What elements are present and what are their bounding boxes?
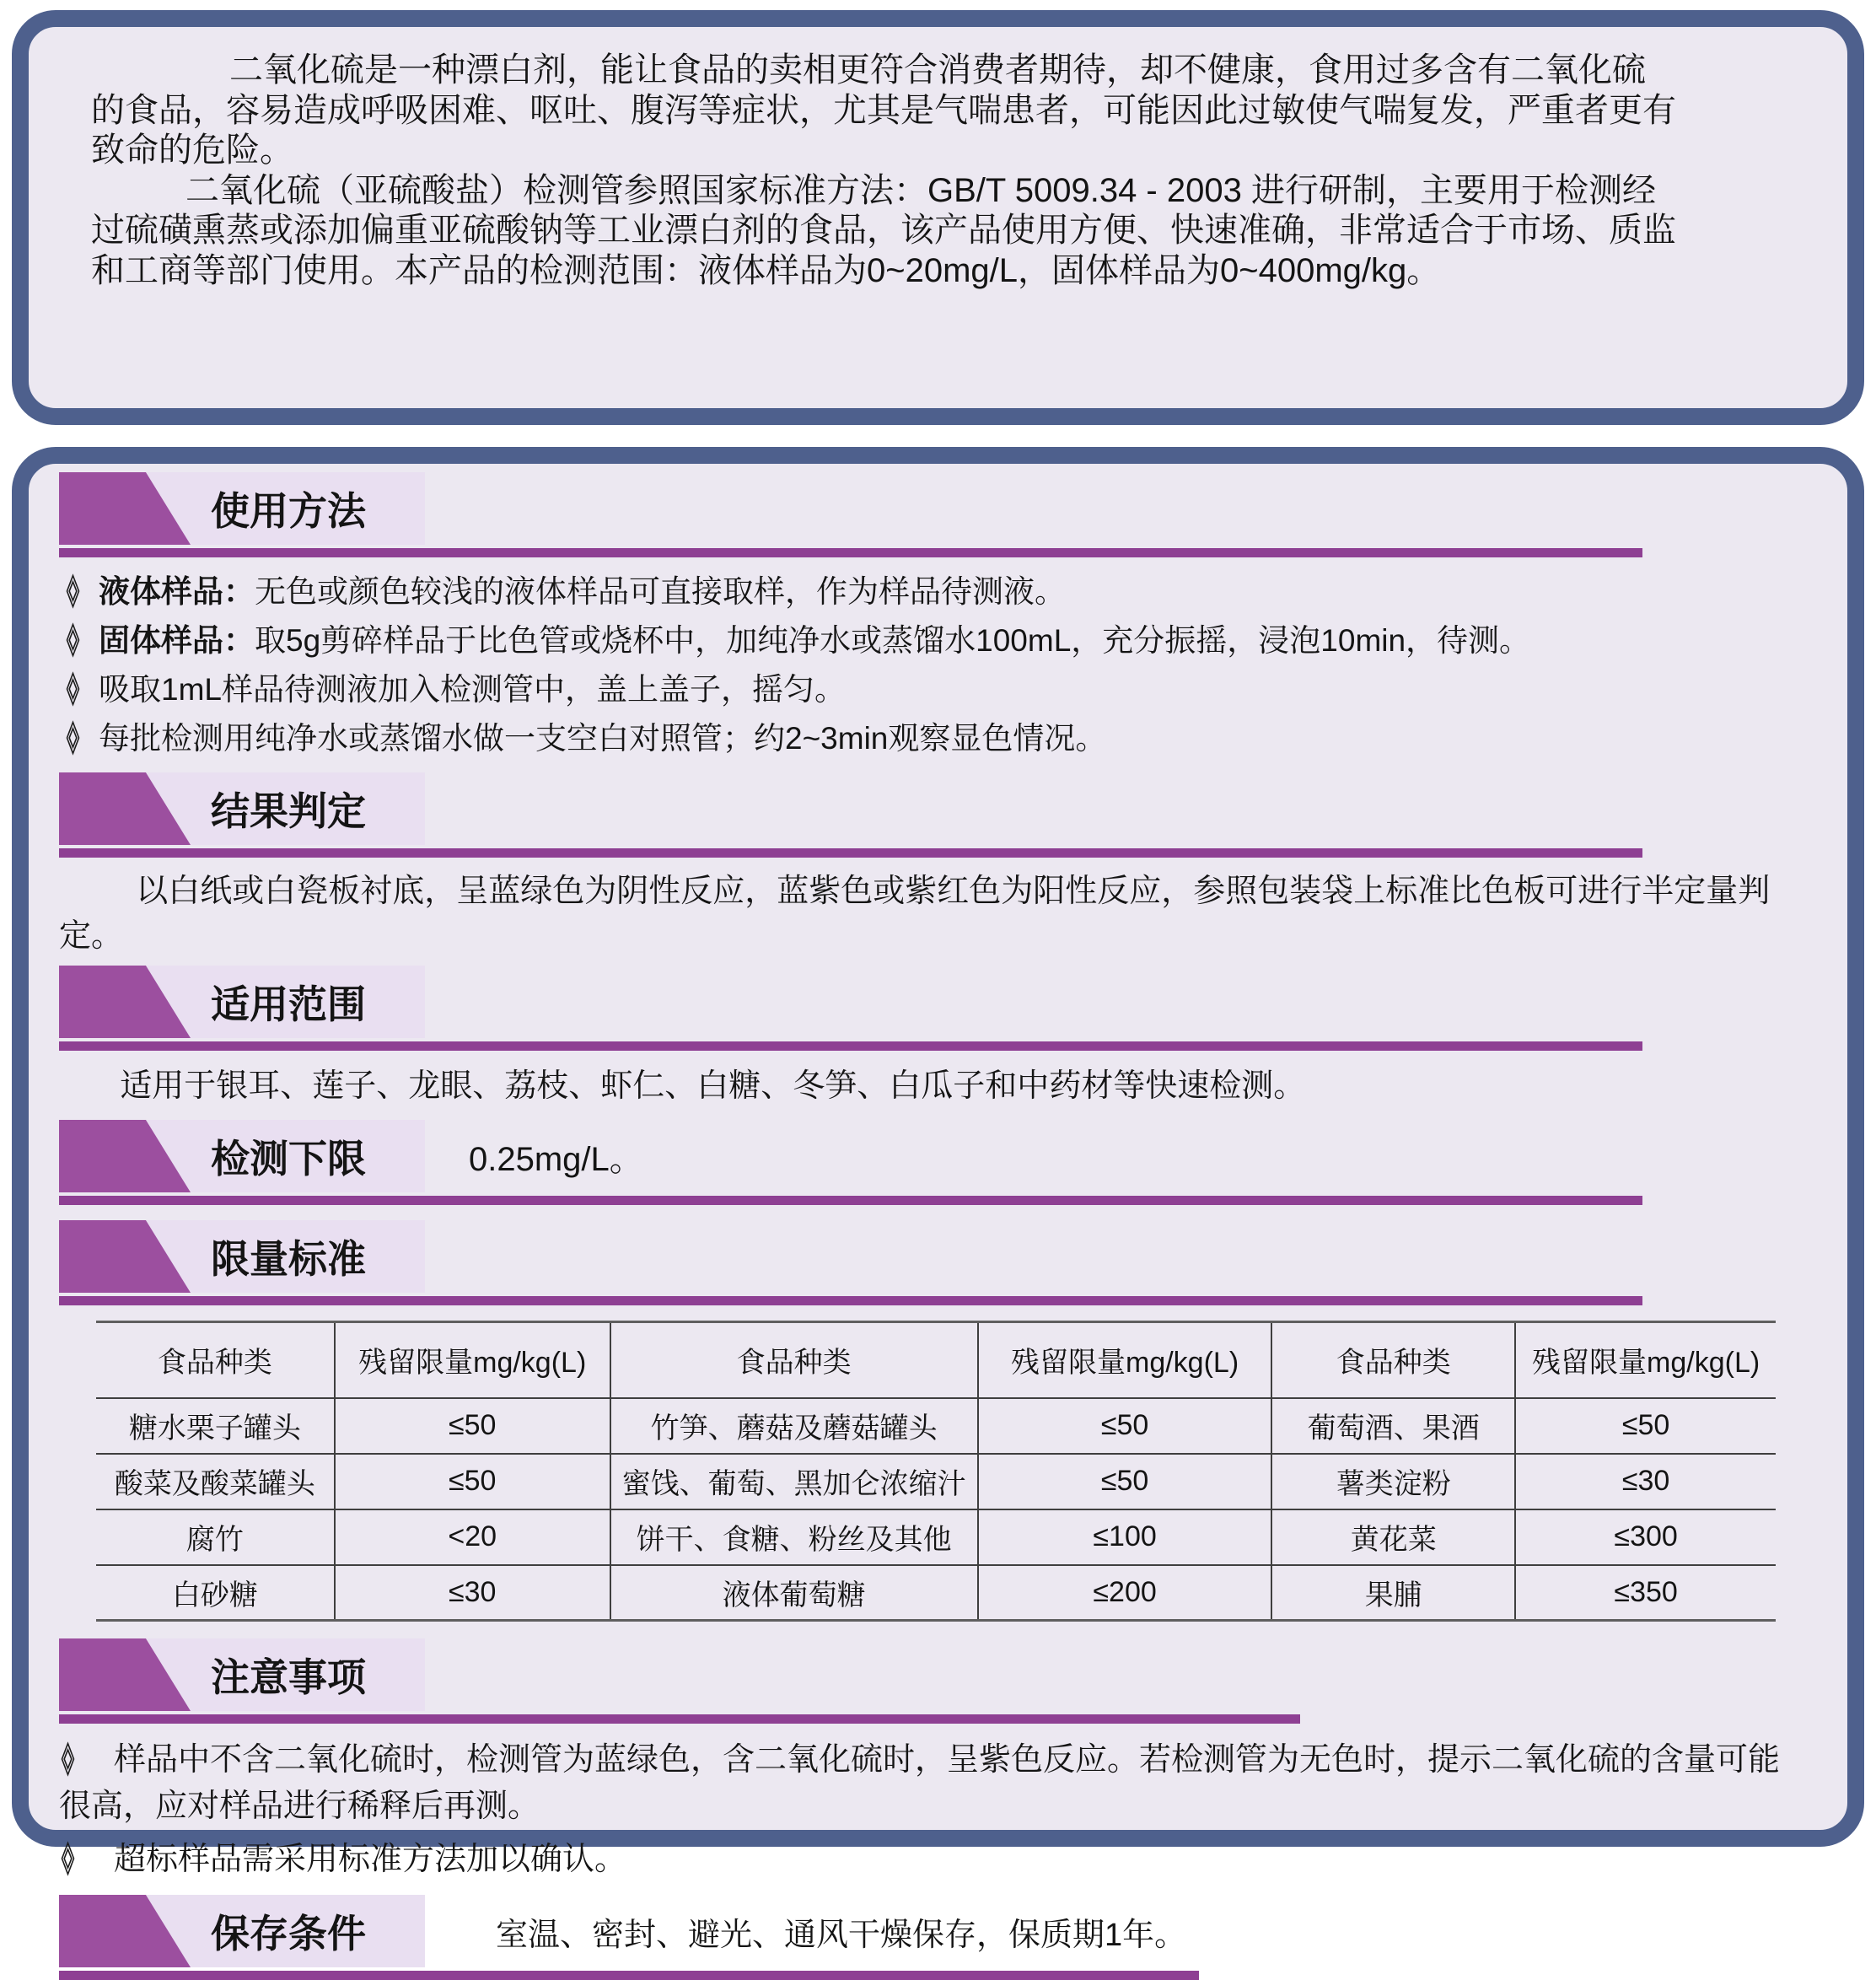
detection-limit-row bbox=[59, 1120, 1805, 1192]
limits-table-cell: <20 bbox=[335, 1509, 610, 1565]
limits-table-cell: 葡萄酒、果酒 bbox=[1271, 1398, 1515, 1454]
limits-table-cell: ≤30 bbox=[335, 1565, 610, 1621]
scope-rule bbox=[59, 1041, 1642, 1051]
usage-bullet-item bbox=[59, 571, 1805, 612]
section-detection-limit bbox=[59, 1120, 1805, 1205]
diamond-bullet-icon bbox=[61, 1842, 75, 1875]
badge-triangle-icon bbox=[59, 1638, 191, 1711]
intro-panel bbox=[12, 10, 1864, 425]
scope-title: 适用范围 bbox=[211, 982, 366, 1026]
limits-table-row bbox=[96, 1454, 1776, 1509]
usage-bullet-text: 吸取1mL样品待测液加入检测管中，盖上盖子，摇匀。 bbox=[99, 672, 846, 707]
usage-bullet-text: 取5g剪碎样品于比色管或烧杯中，加纯净水或蒸馏水100mL，充分振摇，浸泡10min，待测。 bbox=[255, 623, 1531, 658]
notes-bullet-item bbox=[59, 1837, 1805, 1883]
standards-badge bbox=[59, 1220, 425, 1293]
limits-table-cell: ≤50 bbox=[978, 1398, 1272, 1454]
limits-table-cell: ≤350 bbox=[1515, 1565, 1776, 1621]
limits-table-cell: ≤50 bbox=[1515, 1398, 1776, 1454]
intro-paragraph-2: 二氧化硫（亚硫酸盐）检测管参照国家标准方法：GB/T 5009.34 - 2003 进行研制，主要用于检测经过硫磺熏蒸或添加偏重亚硫酸钠等工业漂白剂的食品，该产品使用方便、快速准确，非常适合于市场、质监和工商等部门使用。本产品的检测范围：液体样品为0~20mg/L，固体样品为0~400mg/kg。 bbox=[91, 171, 1676, 289]
limits-table-cell: ≤30 bbox=[1515, 1454, 1776, 1509]
limits-table-cell: ≤50 bbox=[335, 1454, 610, 1509]
result-badge bbox=[59, 772, 425, 845]
limits-table-cell: 饼干、食糖、粉丝及其他 bbox=[610, 1509, 978, 1565]
usage-bullet-text: 每批检测用纯净水或蒸馏水做一支空白对照管；约2~3min观察显色情况。 bbox=[99, 721, 1107, 756]
scope-text: 适用于银耳、莲子、龙眼、荔枝、虾仁、白糖、冬笋、白瓜子和中药材等快速检测。 bbox=[120, 1068, 1306, 1104]
notes-title: 注意事项 bbox=[211, 1655, 366, 1699]
detection-limit-value: 0.25mg/L。 bbox=[469, 1140, 643, 1178]
storage-title: 保存条件 bbox=[211, 1912, 366, 1956]
limits-column-header: 残留限量mg/kg(L) bbox=[335, 1322, 610, 1398]
scope-badge bbox=[59, 966, 425, 1038]
badge-triangle-icon bbox=[59, 1120, 191, 1192]
badge-triangle-icon bbox=[59, 772, 191, 845]
diamond-bullet-icon bbox=[66, 623, 80, 657]
usage-bullet-label: 液体样品： bbox=[99, 574, 255, 609]
section-notes bbox=[59, 1638, 1805, 1883]
section-header-notes bbox=[59, 1638, 1805, 1724]
usage-bullet-list bbox=[59, 571, 1805, 759]
diamond-bullet-icon bbox=[66, 574, 80, 608]
detection-limit-badge bbox=[59, 1120, 425, 1192]
limits-column-header: 食品种类 bbox=[610, 1322, 978, 1398]
result-text: 以白纸或白瓷板衬底，呈蓝绿色为阴性反应，蓝紫色或紫红色为阳性反应，参照包装袋上标准比色板可进行半定量判定。 bbox=[59, 874, 1771, 954]
badge-triangle-icon bbox=[59, 966, 191, 1038]
diamond-bullet-icon bbox=[61, 1742, 75, 1776]
section-header-scope bbox=[59, 966, 1805, 1051]
limits-table-row bbox=[96, 1509, 1776, 1565]
badge-triangle-icon bbox=[59, 472, 191, 545]
limits-table-cell: 黄花菜 bbox=[1271, 1509, 1515, 1565]
standards-title: 限量标准 bbox=[211, 1237, 366, 1281]
limits-column-header: 残留限量mg/kg(L) bbox=[1515, 1322, 1776, 1398]
section-header-result bbox=[59, 772, 1805, 858]
notes-bullet-text: 超标样品需采用标准方法加以确认。 bbox=[114, 1842, 627, 1877]
limits-table-cell: 酸菜及酸菜罐头 bbox=[96, 1454, 335, 1509]
standards-rule bbox=[59, 1296, 1642, 1305]
limits-table-cell: 糖水栗子罐头 bbox=[96, 1398, 335, 1454]
section-header-standards bbox=[59, 1220, 1805, 1305]
limits-table-body bbox=[96, 1398, 1776, 1621]
limits-column-header: 食品种类 bbox=[96, 1322, 335, 1398]
section-storage bbox=[59, 1895, 1805, 1980]
result-title: 结果判定 bbox=[211, 789, 366, 833]
notes-bullet-item bbox=[59, 1737, 1805, 1830]
limits-table-cell: 果脯 bbox=[1271, 1565, 1515, 1621]
storage-badge bbox=[59, 1895, 425, 1967]
instruction-sheet bbox=[0, 10, 1876, 1956]
limits-header-row bbox=[96, 1322, 1776, 1398]
notes-rule bbox=[59, 1714, 1300, 1724]
section-result bbox=[59, 772, 1805, 959]
limits-table-cell: 竹笋、蘑菇及蘑菇罐头 bbox=[610, 1398, 978, 1454]
detection-limit-title: 检测下限 bbox=[211, 1137, 366, 1181]
usage-bullet-label: 固体样品： bbox=[99, 623, 255, 658]
limits-table-row bbox=[96, 1398, 1776, 1454]
usage-bullet-item bbox=[59, 669, 1805, 710]
section-scope bbox=[59, 966, 1805, 1108]
detection-limit-rule bbox=[59, 1196, 1642, 1205]
notes-bullet-text: 样品中不含二氧化硫时，检测管为蓝绿色，含二氧化硫时，呈紫色反应。若检测管为无色时，提示二氧化硫的含量可能很高，应对样品进行稀释后再测。 bbox=[59, 1742, 1781, 1824]
section-standards bbox=[59, 1220, 1805, 1622]
result-rule bbox=[59, 848, 1642, 858]
limits-table-cell: 液体葡萄糖 bbox=[610, 1565, 978, 1621]
limits-table-cell: ≤50 bbox=[978, 1454, 1272, 1509]
limits-table-cell: 白砂糖 bbox=[96, 1565, 335, 1621]
notes-badge bbox=[59, 1638, 425, 1711]
limits-table-row bbox=[96, 1565, 1776, 1621]
storage-rule bbox=[59, 1971, 1199, 1980]
limits-column-header: 残留限量mg/kg(L) bbox=[978, 1322, 1272, 1398]
limits-table bbox=[96, 1321, 1776, 1622]
limits-table-cell: ≤50 bbox=[335, 1398, 610, 1454]
usage-rule bbox=[59, 548, 1642, 557]
section-header-usage bbox=[59, 472, 1805, 557]
limits-table-cell: 薯类淀粉 bbox=[1271, 1454, 1515, 1509]
usage-bullet-item bbox=[59, 620, 1805, 661]
intro-paragraph-1: 二氧化硫是一种漂白剂，能让食品的卖相更符合消费者期待，却不健康，食用过多含有二氧化硫的食品，容易造成呼吸困难、呕吐、腹泻等症状，尤其是气喘患者，可能因此过敏使气喘复发，严重者更有致命的危险。 bbox=[91, 51, 1676, 169]
usage-badge bbox=[59, 472, 425, 545]
limits-table-head bbox=[96, 1322, 1776, 1398]
limits-table-cell: ≤200 bbox=[978, 1565, 1272, 1621]
badge-triangle-icon bbox=[59, 1220, 191, 1293]
limits-table-cell: 腐竹 bbox=[96, 1509, 335, 1565]
badge-triangle-icon bbox=[59, 1895, 191, 1967]
usage-bullet-text: 无色或颜色较浅的液体样品可直接取样，作为样品待测液。 bbox=[255, 574, 1066, 609]
storage-row bbox=[59, 1895, 1805, 1967]
notes-bullet-list bbox=[59, 1737, 1805, 1883]
diamond-bullet-icon bbox=[66, 721, 80, 755]
diamond-bullet-icon bbox=[66, 672, 80, 706]
usage-title: 使用方法 bbox=[211, 489, 366, 533]
limits-table-cell: ≤300 bbox=[1515, 1509, 1776, 1565]
usage-bullet-item bbox=[59, 718, 1805, 759]
limits-table-cell: ≤100 bbox=[978, 1509, 1272, 1565]
limits-table-cell: 蜜饯、葡萄、黑加仑浓缩汁 bbox=[610, 1454, 978, 1509]
limits-column-header: 食品种类 bbox=[1271, 1322, 1515, 1398]
details-panel bbox=[12, 447, 1864, 1956]
storage-value: 室温、密封、避光、通风干燥保存，保质期1年。 bbox=[496, 1917, 1187, 1953]
